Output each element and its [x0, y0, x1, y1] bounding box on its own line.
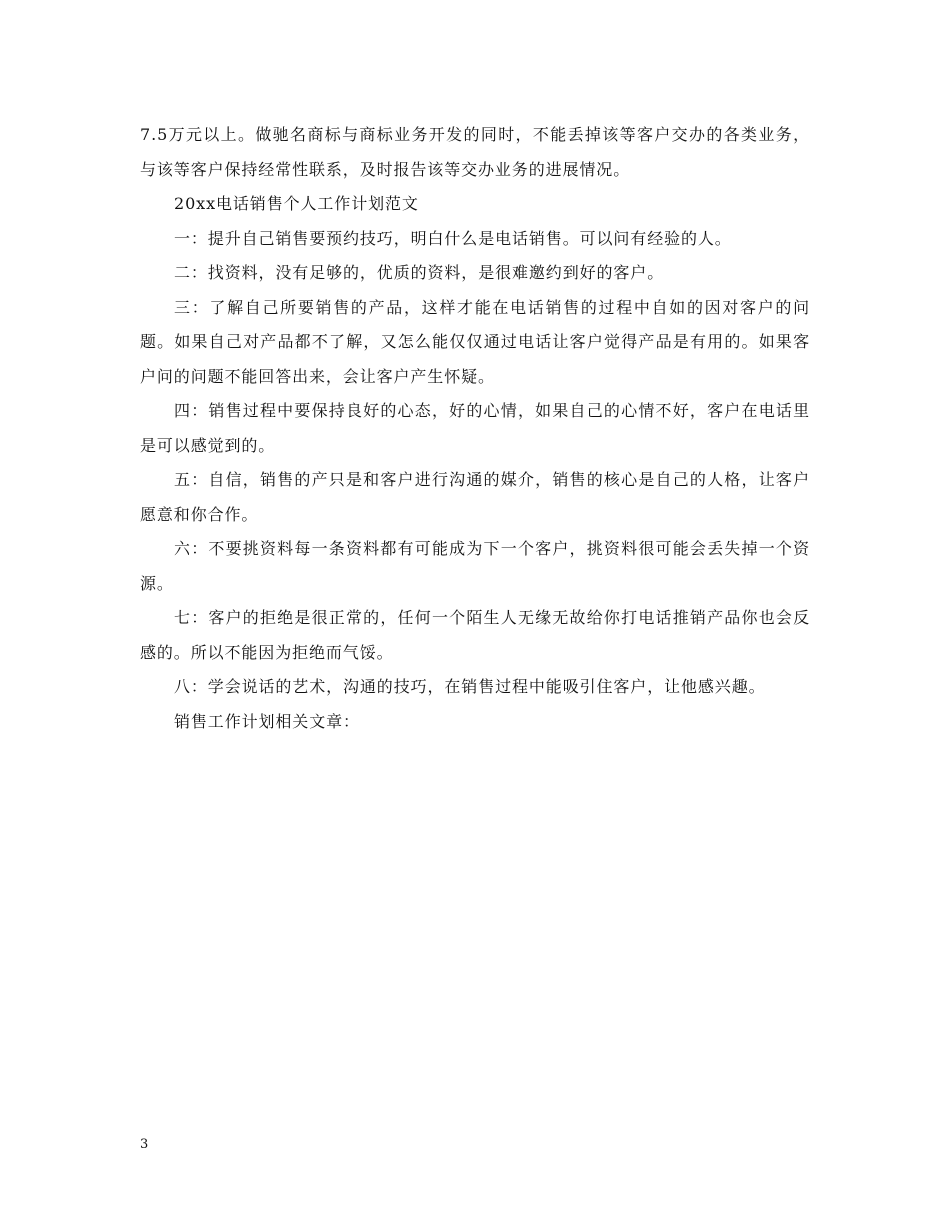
paragraph-point-3: 三：了解自己所要销售的产品，这样才能在电话销售的过程中自如的因对客户的问题。如果自己对产品都不了解，又怎么能仅仅通过电话让客户觉得产品是有用的。如果客户问的问题不能回答出来，会让客户产生怀疑。: [140, 297, 810, 386]
paragraph-point-5: 五：自信，销售的产只是和客户进行沟通的媒介，销售的核心是自己的人格，让客户愿意和你合作。: [140, 470, 810, 524]
paragraph-point-6: 六：不要挑资料每一条资料都有可能成为下一个客户，挑资料很可能会丢失掉一个资源。: [140, 539, 810, 593]
paragraph-point-4: 四：销售过程中要保持良好的心态，好的心情，如果自己的心情不好，客户在电话里是可以感觉到的。: [140, 401, 810, 455]
paragraph-point-8: 八：学会说话的艺术，沟通的技巧，在销售过程中能吸引住客户，让他感兴趣。: [174, 677, 766, 696]
related-articles-heading: 销售工作计划相关文章：: [174, 711, 360, 731]
paragraph-point-7: 七：客户的拒绝是很正常的，任何一个陌生人无缘无故给你打电话推销产品你也会反感的。所以不能因为拒绝而气馁。: [140, 608, 810, 662]
section-heading: 20xx电话销售个人工作计划范文: [174, 194, 419, 213]
document-body: [140, 118, 810, 739]
paragraph-continuation: 7.5万元以上。做驰名商标与商标业务开发的同时，不能丢掉该等客户交办的各类业务，与该等客户保持经常性联系，及时报告该等交办业务的进展情况。: [140, 125, 810, 179]
paragraph-point-2: 二：找资料，没有足够的，优质的资料，是很难邀约到好的客户。: [174, 263, 665, 282]
page-number: 3: [140, 1137, 149, 1152]
paragraph-point-1: 一：提升自己销售要预约技巧，明白什么是电话销售。可以问有经验的人。: [174, 228, 732, 248]
